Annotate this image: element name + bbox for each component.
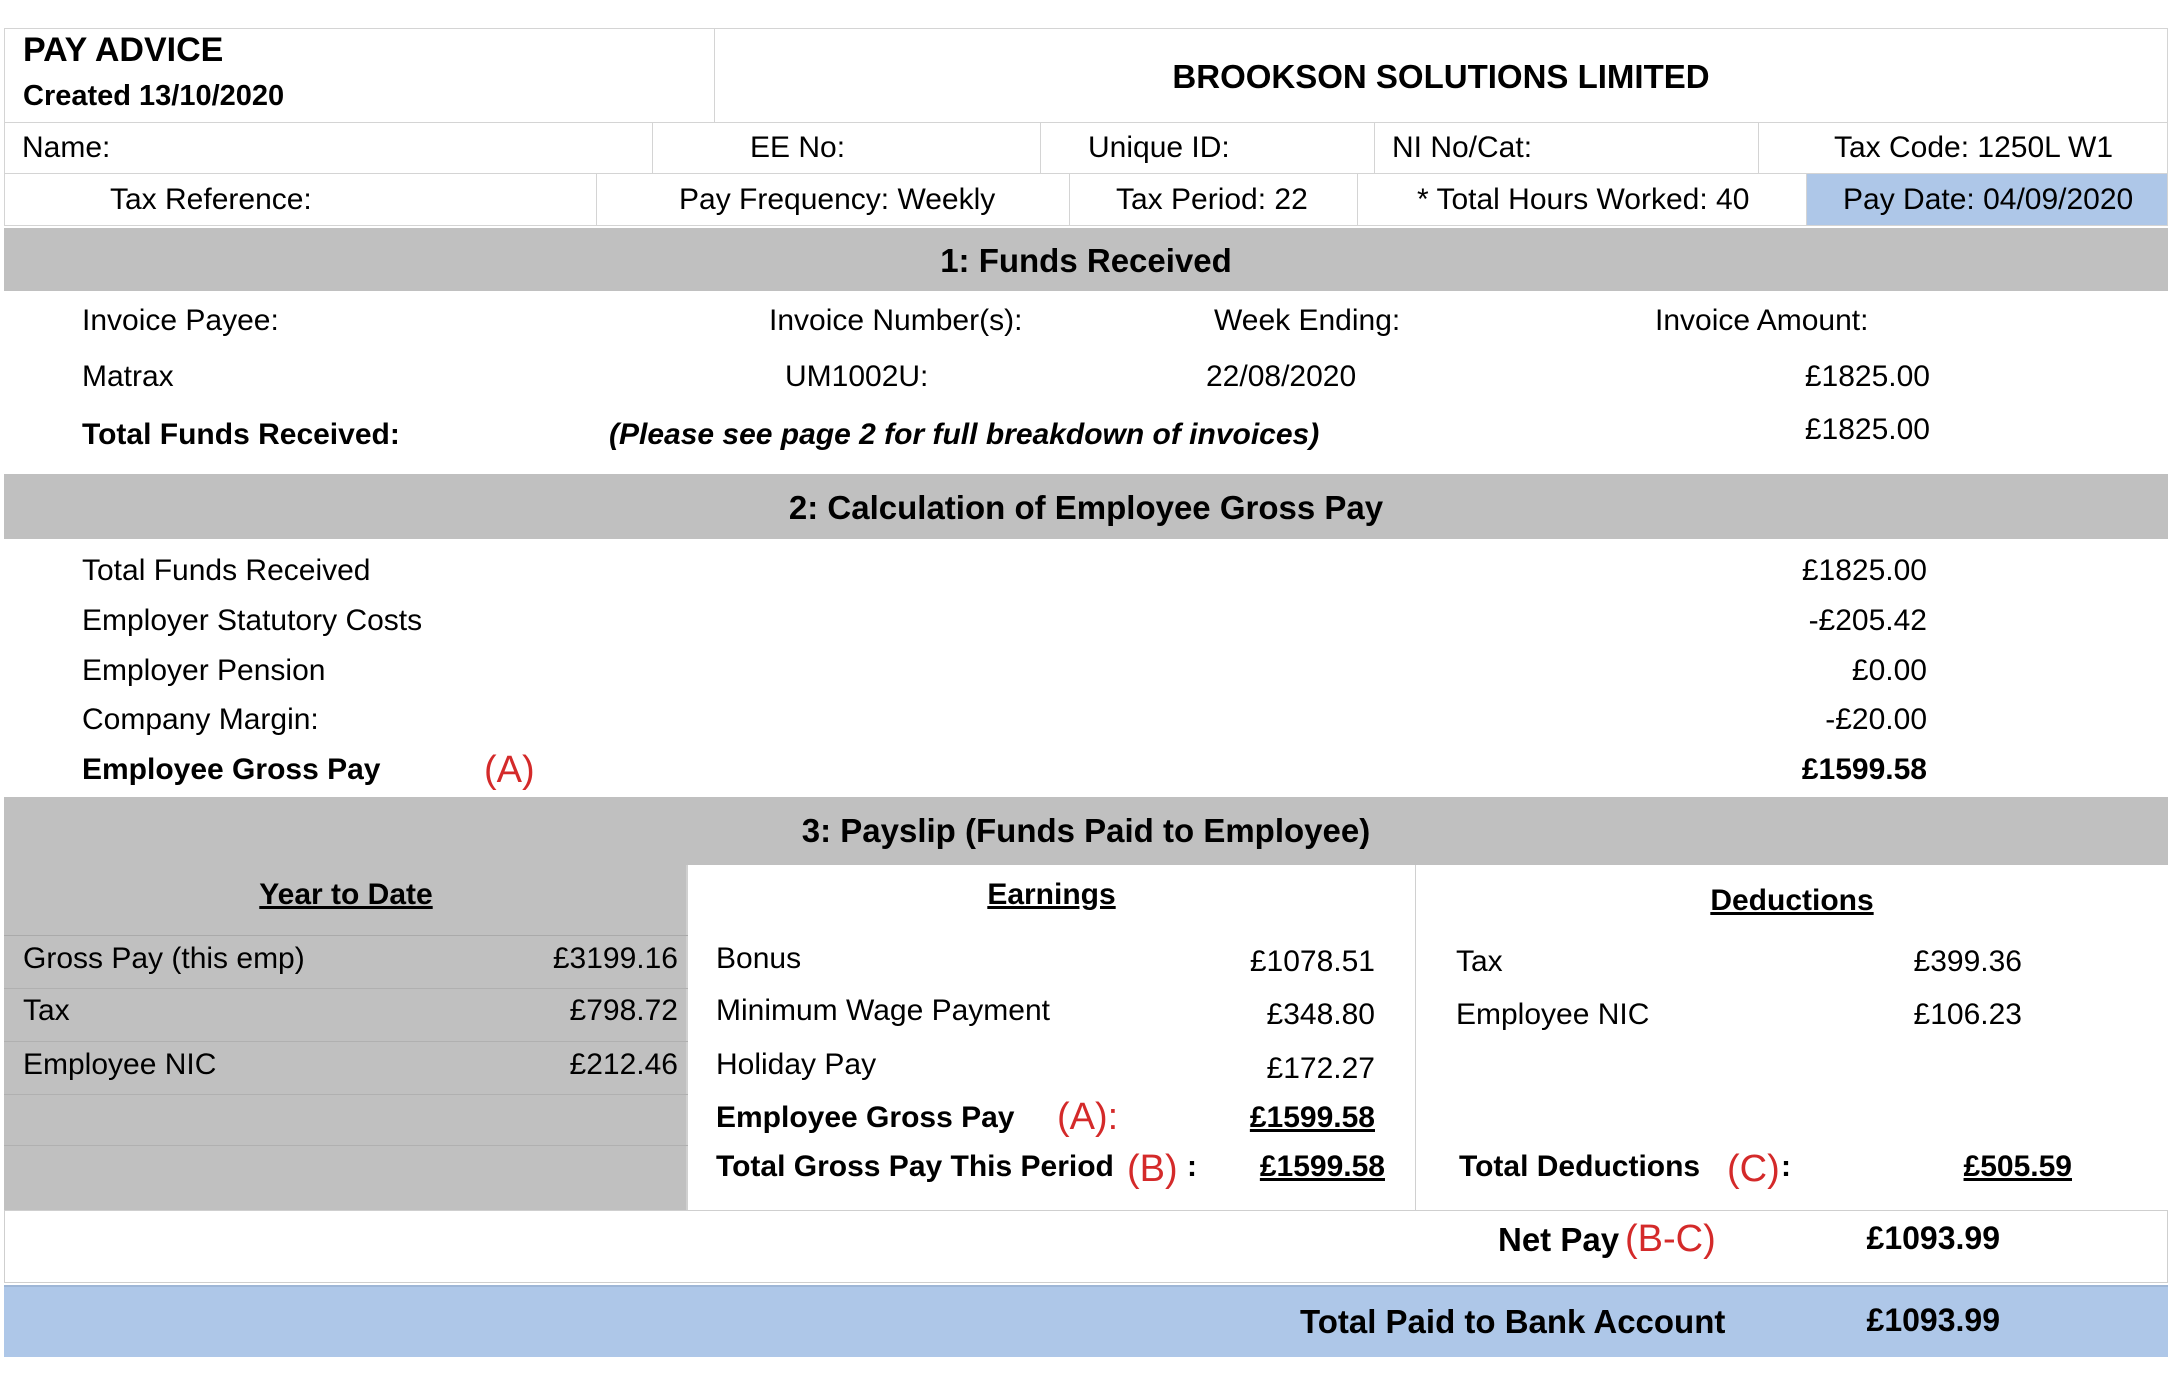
ee-no-cell [652, 122, 1041, 174]
created-date: Created 13/10/2020 [23, 80, 285, 112]
ytd-label-gross: Gross Pay (this emp) [23, 942, 305, 975]
earn-value-min-wage: £348.80 [1266, 998, 1375, 1031]
earn-total-value: £1599.58 [1259, 1150, 1385, 1183]
unique-id-label: Unique ID: [1088, 131, 1230, 164]
net-pay-value: £1093.99 [1866, 1220, 2000, 1256]
company-name: BROOKSON SOLUTIONS LIMITED [1172, 58, 1710, 95]
ded-label-tax: Tax [1456, 945, 1503, 978]
earn-label-min-wage: Minimum Wage Payment [716, 994, 1050, 1027]
ytd-line-1 [4, 935, 688, 936]
name-label: Name: [22, 131, 111, 164]
earn-value-bonus: £1078.51 [1249, 945, 1375, 978]
calc-value-statutory: -£205.42 [1808, 604, 1927, 637]
week-ending: 22/08/2020 [1206, 360, 1357, 393]
earn-total-marker: (B) [1127, 1148, 1178, 1190]
calc-value-pension: £0.00 [1851, 654, 1927, 687]
invoice-number: UM1002U: [785, 360, 929, 393]
doc-title: PAY ADVICE [23, 31, 224, 69]
invoice-payee-header: Invoice Payee: [82, 304, 279, 337]
calc-label-pension: Employer Pension [82, 654, 326, 687]
invoice-amount: £1825.00 [1804, 360, 1930, 393]
earnings-heading: Earnings [987, 878, 1116, 911]
calc-gross-marker: (A) [484, 749, 535, 791]
earn-gross-value: £1599.58 [1249, 1101, 1375, 1134]
earn-label-bonus: Bonus [716, 942, 802, 975]
calc-label-margin: Company Margin: [82, 703, 319, 736]
net-pay-label: Net Pay [1498, 1221, 1620, 1258]
ytd-line-5 [4, 1145, 688, 1146]
ee-no-label: EE No: [750, 131, 846, 164]
ded-label-nic: Employee NIC [1456, 998, 1650, 1031]
earn-value-holiday: £172.27 [1266, 1052, 1375, 1085]
tax-ref-label: Tax Reference: [110, 183, 312, 216]
deductions-heading: Deductions [1710, 884, 1874, 917]
calc-value-total-funds: £1825.00 [1801, 554, 1927, 587]
ytd-line-4 [4, 1094, 688, 1095]
calc-label-statutory: Employer Statutory Costs [82, 604, 423, 637]
total-funds-value: £1825.00 [1804, 413, 1930, 446]
ytd-label-nic: Employee NIC [23, 1048, 217, 1081]
ded-value-tax: £399.36 [1913, 945, 2022, 978]
ytd-value-gross: £3199.16 [552, 942, 678, 975]
ni-label: NI No/Cat: [1392, 131, 1533, 164]
bank-value: £1093.99 [1866, 1302, 2000, 1338]
ded-total-marker: (C) [1727, 1148, 1780, 1190]
earn-gross-label: Employee Gross Pay [716, 1101, 1015, 1134]
calc-value-margin: -£20.00 [1825, 703, 1927, 736]
tax-period: Tax Period: 22 [1116, 183, 1308, 216]
hours-worked: * Total Hours Worked: 40 [1417, 183, 1750, 216]
ded-value-nic: £106.23 [1913, 998, 2022, 1031]
ytd-label-tax: Tax [23, 994, 70, 1027]
ytd-panel [4, 865, 688, 1210]
bank-label: Total Paid to Bank Account [1300, 1303, 1726, 1340]
calc-label-total-funds: Total Funds Received [82, 554, 371, 587]
earn-total-label: Total Gross Pay This Period [716, 1150, 1114, 1183]
calc-gross-value: £1599.58 [1801, 753, 1927, 786]
ytd-heading: Year to Date [259, 878, 433, 911]
total-funds-label: Total Funds Received: [82, 418, 400, 451]
invoice-amount-header: Invoice Amount: [1655, 304, 1869, 337]
section2-title: 2: Calculation of Employee Gross Pay [788, 489, 1384, 526]
tax-code-label: Tax Code: 1250L W1 [1834, 131, 2114, 164]
ytd-value-tax: £798.72 [569, 994, 678, 1027]
ded-total-label: Total Deductions [1459, 1150, 1701, 1183]
invoice-payee: Matrax [82, 360, 174, 393]
ytd-line-3 [4, 1041, 688, 1042]
net-pay-marker: (B-C) [1625, 1218, 1716, 1260]
invoice-breakdown-note: (Please see page 2 for full breakdown of invoices) [609, 418, 1320, 451]
earn-total-colon: : [1187, 1150, 1197, 1183]
earnings-deductions-divider [1415, 865, 1416, 1210]
ded-total-colon: : [1781, 1150, 1791, 1183]
earn-gross-marker: (A): [1057, 1096, 1119, 1138]
invoice-number-header: Invoice Number(s): [769, 304, 1023, 337]
ded-total-value: £505.59 [1963, 1150, 2072, 1183]
week-ending-header: Week Ending: [1214, 304, 1401, 337]
ytd-value-nic: £212.46 [569, 1048, 678, 1081]
calc-gross-label: Employee Gross Pay [82, 753, 381, 786]
ytd-divider [686, 865, 688, 1210]
ytd-line-2 [4, 988, 688, 989]
pay-frequency: Pay Frequency: Weekly [679, 183, 996, 216]
section1-title: 1: Funds Received [940, 242, 1232, 279]
earn-label-holiday: Holiday Pay [716, 1048, 877, 1081]
section3-title: 3: Payslip (Funds Paid to Employee) [801, 812, 1371, 849]
pay-date: Pay Date: 04/09/2020 [1843, 183, 2134, 216]
